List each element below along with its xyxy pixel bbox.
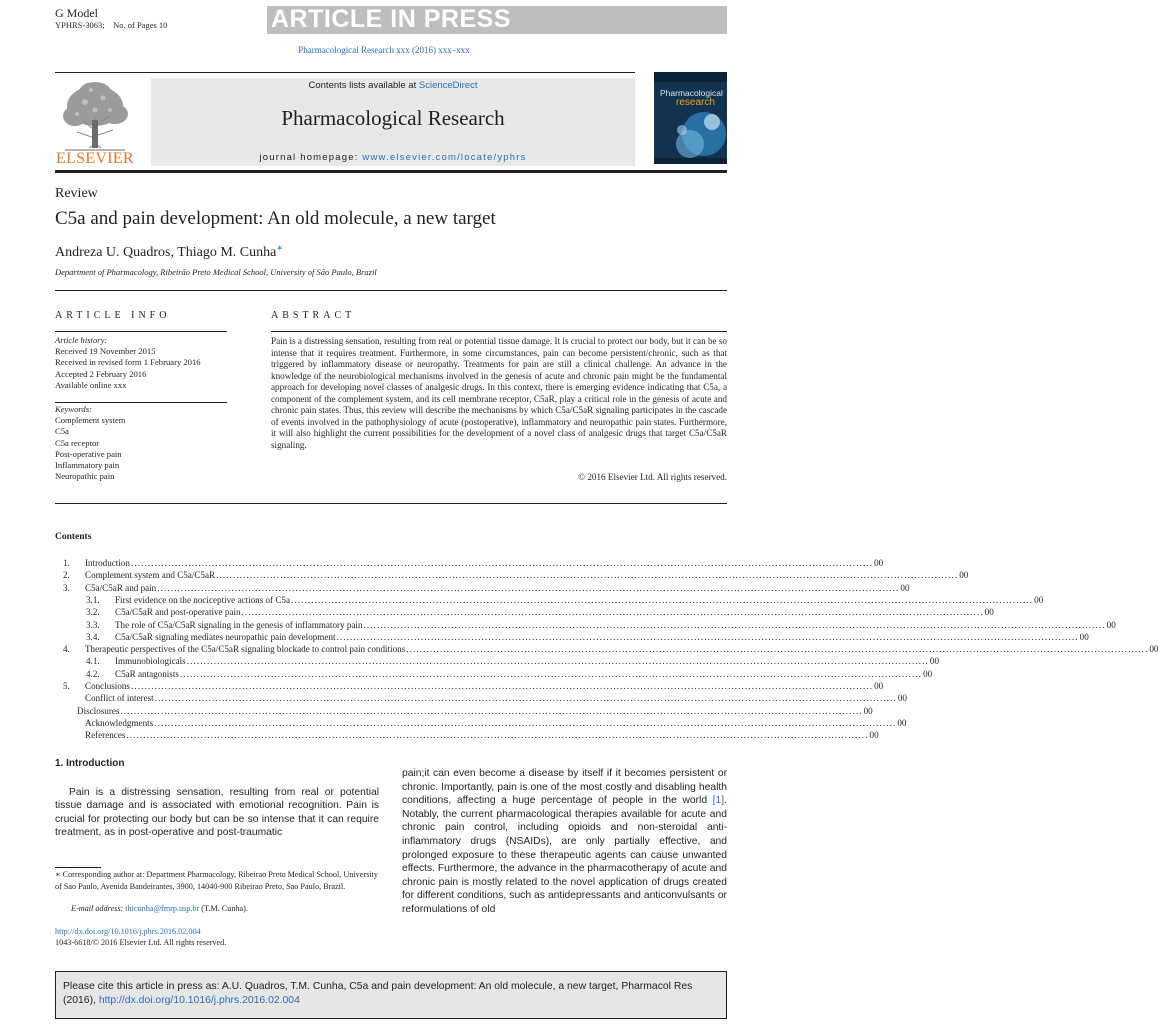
toc-page-number: 00 xyxy=(897,693,907,704)
article-info-heading: ARTICLE INFO xyxy=(55,310,171,321)
toc-number: 4.1. xyxy=(86,656,100,667)
contents-heading: Contents xyxy=(55,532,92,542)
toc-page-number: 00 xyxy=(959,570,969,581)
toc-number: 3.4. xyxy=(86,631,100,642)
toc-leader-dots: ............................................................................................................................................................................................................................ xyxy=(130,558,874,568)
toc-leader-dots: ............................................................................................................................................................................................................................ xyxy=(291,594,1034,605)
toc-label[interactable]: The role of C5a/C5aR signaling in the genesis of inflammatory pain xyxy=(115,619,363,630)
doi-link[interactable]: http://dx.doi.org/10.1016/j.phrs.2016.02.004 xyxy=(55,927,201,936)
email-line xyxy=(71,904,248,913)
toc-leader-dots: ............................................................................................................................................................................................................................ xyxy=(241,607,984,618)
masthead-top-rule xyxy=(55,72,635,73)
toc-label[interactable]: First evidence on the nociceptive actions of C5a xyxy=(115,594,291,605)
keyword-item: Complement system xyxy=(55,415,126,426)
toc-page-number: 00 xyxy=(929,656,939,667)
toc-page-number: 00 xyxy=(1079,631,1089,642)
toc-leader-dots: ............................................................................................................................................................................................................................ xyxy=(179,668,923,679)
cover-title-1: Pharmacological xyxy=(660,88,723,98)
toc-leader-dots: ............................................................................................................................................................................................................................ xyxy=(216,570,959,581)
intro-right-text-2: . Notably, the current pharmacological therapies available for acute and chronic pain control, including opioids and non-steroidal anti-inflammatory drugs (NSAIDs), are only partially effective, and prolonged exposure to these therapeutic agents can cause unwanted effects. Furthermore, the advance in the pharmacotherapy of acute and chronic pain is mostly related to the novel application of drugs created for different conditions, such as antidepressants and anticonvulsants or reformulations of old xyxy=(402,795,727,915)
intro-right-text-1: pain;it can even become a disease by itself if it becomes persistent or chronic. Importantly, pain is one of the most costly and disabling health conditions, affecting a huge percentage of people in the world xyxy=(402,768,727,807)
toc-leader-dots: ............................................................................................................................................................................................................................ xyxy=(186,656,929,667)
toc-row[interactable] xyxy=(55,729,879,741)
toc-label[interactable]: Therapeutic perspectives of the C5a/C5aR signaling blockade to control pain conditions xyxy=(85,644,406,655)
author-list xyxy=(55,243,283,261)
toc-label[interactable]: Complement system and C5a/C5aR xyxy=(85,570,216,581)
toc-leader-dots: ............................................................................................................................................................................................................................ xyxy=(157,582,900,593)
elsevier-wordmark: ELSEVIER xyxy=(56,150,134,167)
toc-label[interactable]: C5aR antagonists xyxy=(115,668,179,679)
toc-row[interactable] xyxy=(55,680,884,692)
history-item: Accepted 2 February 2016 xyxy=(55,368,147,379)
cover-artwork xyxy=(654,72,727,164)
journal-title: Pharmacological Research xyxy=(281,106,505,130)
toc-row[interactable] xyxy=(55,655,939,667)
toc-leader-dots: ............................................................................................................................................................................................................................ xyxy=(154,693,897,704)
page-count: No. of Pages 10 xyxy=(113,20,168,30)
g-model-label: G Model xyxy=(55,6,98,20)
keyword-item: Neuropathic pain xyxy=(55,471,115,482)
article-type: Review xyxy=(55,186,98,201)
corresponding-author-mark[interactable]: ∗ xyxy=(276,243,284,254)
abstract-heading: ABSTRACT xyxy=(271,310,356,321)
toc-leader-dots: ............................................................................................................................................................................................................................ xyxy=(120,705,863,716)
corresponding-author-footnote: ∗ Corresponding author at: Department Pharmacology, Ribeirao Preto Medical School, University of Sao Paulo, Avenida Bandeirantes, 3900, 14040-900 Ribeirao Preto, Sao Paulo, Brazil. xyxy=(55,870,378,891)
intro-paragraph-right xyxy=(402,767,727,917)
toc-number: 3.1. xyxy=(86,594,100,605)
toc-row[interactable] xyxy=(55,705,873,717)
article-title: C5a and pain development: An old molecule, a new target xyxy=(55,208,496,229)
article-info-rule xyxy=(55,331,227,332)
history-item: Received in revised form 1 February 2016 xyxy=(55,357,201,368)
keywords-list xyxy=(55,404,235,482)
toc-label[interactable]: Introduction xyxy=(85,558,130,568)
homepage-prefix: journal homepage: xyxy=(259,152,363,163)
toc-page-number: 00 xyxy=(869,730,879,741)
manuscript-id: YPHRS-3063; xyxy=(55,20,105,30)
email-label: E-mail address: xyxy=(71,904,126,913)
cover-title-2: research xyxy=(676,97,715,108)
toc-number: 2. xyxy=(63,570,70,581)
contents-availability xyxy=(151,80,635,91)
toc-label[interactable]: Disclosures xyxy=(77,705,120,716)
toc-number: 3. xyxy=(63,582,70,593)
intro-paragraph-left: Pain is a distressing sensation, resulting from real or potential tissue damage and is associated with emotional recognition. Pain is crucial for protecting our body but can be so intense that it can require treatment, as in post-operative and post-traumatic xyxy=(55,787,379,838)
toc-row[interactable] xyxy=(55,631,1089,643)
history-item: Available online xxx xyxy=(55,379,127,390)
toc-number: 3.2. xyxy=(86,607,100,618)
toc-number: 1. xyxy=(63,558,70,568)
abstract-text: Pain is a distressing sensation, resulting from real or potential tissue damage. It is crucial to protect our body, but it can be so intense that it requires treatment. Furthermore, in some circumstances, pain can become persistent/chronic, such as that triggered by inflammatory disease or neuropathy. Treatments for pain are still a clinical challenge. An advance in the knowledge of the neurobiological mechanisms involved in the genesis of acute and chronic pain might be the fundamental approach for developing novel classes of analgesic drugs. In this context, there is emerging evidence indicating that C5a, a component of the complement system, and its cell membrane receptor, C5aR, play a critical role in the genesis of acute and chronic pain states. Thus, this review will describe the mechanisms by which C5a/C5aR signaling participates in the cascade of events involved in the pathophysiology of acute (postoperative), inflammatory and neuropathic pain states. Furthermore, it will also highlight the current possibilities for the development of a novel class of analgesic drugs that target C5a/C5aR signaling. xyxy=(271,336,727,450)
toc-label[interactable]: References xyxy=(85,730,126,741)
toc-row[interactable] xyxy=(55,582,910,594)
article-history xyxy=(55,335,235,391)
article-in-press-banner: ARTICLE IN PRESS xyxy=(271,5,511,33)
keywords-label: Keywords: xyxy=(55,404,92,414)
toc-label[interactable]: C5a/C5aR and post-operative pain xyxy=(115,607,241,618)
keyword-item: C5a receptor xyxy=(55,437,100,448)
toc-label[interactable]: C5a/C5aR signaling mediates neuropathic pain development xyxy=(115,631,336,642)
keyword-item: Post-operative pain xyxy=(55,448,122,459)
toc-row[interactable] xyxy=(55,569,969,581)
reference-link-1[interactable]: [1] xyxy=(712,795,725,807)
email-link[interactable]: thicunha@fmrp.usp.br xyxy=(125,904,200,913)
toc-page-number: 00 xyxy=(863,705,873,716)
toc-page-number: 00 xyxy=(874,558,884,568)
affiliation: Department of Pharmacology, Ribeirão Preto Medical School, University of São Paulo, Brazil xyxy=(55,267,377,277)
toc-page-number: 00 xyxy=(984,607,994,618)
keywords-rule xyxy=(55,402,227,403)
history-label: Article history: xyxy=(55,335,108,345)
toc-number: 5. xyxy=(63,681,70,691)
toc-row[interactable] xyxy=(55,557,884,569)
toc-leader-dots: ............................................................................................................................................................................................................................ xyxy=(130,681,874,691)
citation-text xyxy=(63,980,723,1007)
journal-homepage xyxy=(151,152,635,163)
toc-leader-dots: ............................................................................................................................................................................................................................ xyxy=(336,631,1079,642)
affiliation-rule xyxy=(55,290,727,291)
homepage-link[interactable]: www.elsevier.com/locate/yphrs xyxy=(362,152,527,163)
toc-page-number: 00 xyxy=(1149,644,1158,655)
keyword-item: Inflammatory pain xyxy=(55,460,120,471)
toc-row[interactable] xyxy=(55,619,1116,631)
toc-leader-dots: ............................................................................................................................................................................................................................ xyxy=(363,619,1106,630)
abstract-bottom-rule xyxy=(55,503,727,504)
sciencedirect-link[interactable]: ScienceDirect xyxy=(418,80,478,91)
toc-row[interactable] xyxy=(55,668,933,680)
authors-text: Andreza U. Quadros, Thiago M. Cunha xyxy=(55,245,277,260)
citation-body: Please cite this article in press as: A.U. Quadros, T.M. Cunha, C5a and pain development: An old molecule, a new target, Pharmacol Res (2016), xyxy=(63,981,693,1006)
toc-row[interactable] xyxy=(55,692,907,704)
toc-label[interactable]: Immunobiologicals xyxy=(115,656,186,667)
toc-page-number: 00 xyxy=(897,717,907,728)
history-item: Received 19 November 2015 xyxy=(55,346,156,357)
toc-row[interactable] xyxy=(55,643,1158,655)
toc-number: 4. xyxy=(63,644,70,655)
abstract-copyright: © 2016 Elsevier Ltd. All rights reserved. xyxy=(578,472,727,482)
toc-leader-dots: ............................................................................................................................................................................................................................ xyxy=(406,644,1149,655)
toc-page-number: 00 xyxy=(1034,594,1044,605)
email-suffix: (T.M. Cunha). xyxy=(199,904,248,913)
abstract-rule xyxy=(271,331,727,332)
toc-label[interactable]: Conclusions xyxy=(85,681,130,691)
toc-label[interactable]: C5a/C5aR and pain xyxy=(85,582,157,593)
journal-reference-link[interactable]: Pharmacological Research xxx (2016) xxx–xxx xyxy=(298,45,470,55)
toc-label[interactable]: Acknowledgments xyxy=(85,717,154,728)
section-heading-introduction: 1. Introduction xyxy=(55,758,125,769)
toc-page-number: 00 xyxy=(1106,619,1116,630)
toc-number: 4.2. xyxy=(86,668,100,679)
toc-label[interactable]: Conflict of interest xyxy=(85,693,154,704)
toc-leader-dots: ............................................................................................................................................................................................................................ xyxy=(154,717,897,728)
toc-page-number: 00 xyxy=(874,681,884,691)
toc-row[interactable] xyxy=(55,594,1044,606)
contents-prefix: Contents lists available at xyxy=(308,80,419,91)
toc-row[interactable] xyxy=(55,717,907,729)
masthead-bottom-rule xyxy=(55,170,727,173)
manuscript-line xyxy=(55,20,167,30)
toc-page-number: 00 xyxy=(923,668,933,679)
keyword-item: C5a xyxy=(55,426,69,437)
journal-cover-thumbnail[interactable] xyxy=(654,72,727,164)
toc-leader-dots: ............................................................................................................................................................................................................................ xyxy=(126,730,869,741)
toc-page-number: 00 xyxy=(900,582,910,593)
toc-number: 3.3. xyxy=(86,619,100,630)
issn-copyright: 1043-6618/© 2016 Elsevier Ltd. All rights reserved. xyxy=(55,938,227,947)
footnote-rule xyxy=(55,867,101,868)
citation-doi-link[interactable]: http://dx.doi.org/10.1016/j.phrs.2016.02.004 xyxy=(98,994,300,1006)
toc-row[interactable] xyxy=(55,606,994,618)
